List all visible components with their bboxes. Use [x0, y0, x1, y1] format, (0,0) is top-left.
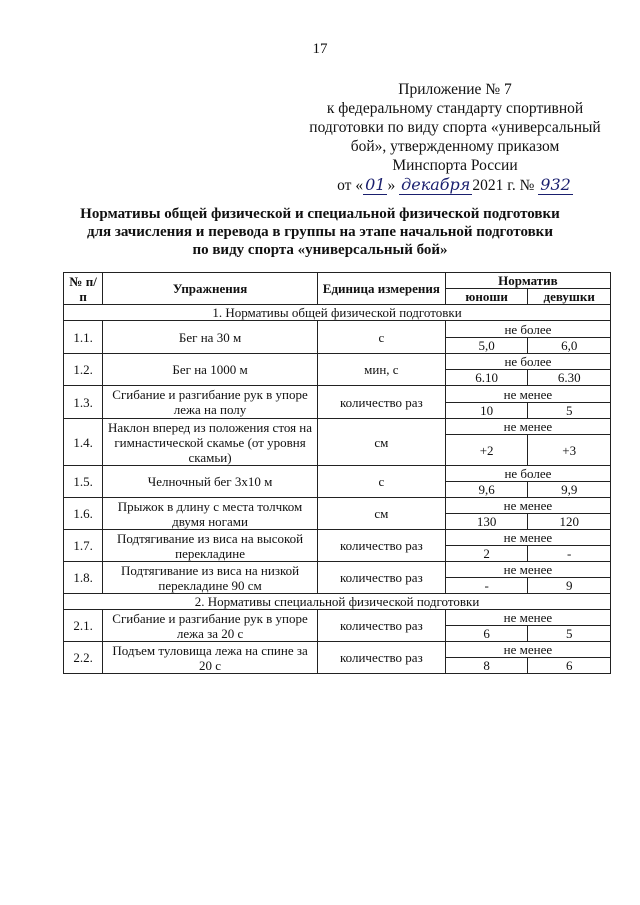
norm-girls: 6.30 [528, 370, 611, 386]
unit: количество раз [317, 642, 445, 674]
row-number: 2.2. [64, 642, 103, 674]
year-text: 2021 г. № [472, 177, 535, 194]
document-title [20, 205, 620, 259]
norms-table [63, 272, 611, 674]
exercise-name: Прыжок в длину с места толчком двумя ногами [103, 498, 318, 530]
row-number: 1.5. [64, 466, 103, 498]
norm-boys: - [445, 578, 528, 594]
exercise-name: Подтягивание из виса на высокой перекладине [103, 530, 318, 562]
norm-boys: 8 [445, 658, 528, 674]
row-number: 1.8. [64, 562, 103, 594]
header-boys: юноши [445, 289, 528, 305]
norm-boys: 5,0 [445, 338, 528, 354]
title-line: Нормативы общей физической и специальной физической подготовки [80, 206, 560, 222]
header-unit: Единица измерения [317, 273, 445, 305]
exercise-name: Сгибание и разгибание рук в упоре лежа за 20 с [103, 610, 318, 642]
unit: с [317, 321, 445, 354]
norm-girls: - [528, 546, 611, 562]
unit: количество раз [317, 562, 445, 594]
norm-girls: 6 [528, 658, 611, 674]
norm-boys: 2 [445, 546, 528, 562]
norm-condition: не более [445, 321, 610, 338]
norm-boys: 6 [445, 626, 528, 642]
norm-girls: 5 [528, 626, 611, 642]
norm-condition: не менее [445, 419, 610, 435]
unit: см [317, 419, 445, 466]
norm-condition: не менее [445, 498, 610, 514]
header-norm: Норматив [445, 273, 610, 289]
row-number: 1.1. [64, 321, 103, 354]
unit: мин, с [317, 354, 445, 386]
unit: количество раз [317, 386, 445, 419]
handwritten-month: декабря [401, 175, 471, 194]
row-number: 1.4. [64, 419, 103, 466]
appendix-header [300, 80, 610, 195]
row-number: 1.7. [64, 530, 103, 562]
section-title: 2. Нормативы специальной физической подготовки [64, 594, 611, 610]
appendix-line: бой», утвержденному приказом [350, 138, 560, 155]
title-line: по виду спорта «универсальный бой» [192, 242, 448, 258]
appendix-line: подготовки по виду спорта «универсальный [309, 119, 601, 136]
row-number: 1.2. [64, 354, 103, 386]
order-date-line [300, 175, 610, 195]
row-number: 2.1. [64, 610, 103, 642]
norm-girls: 120 [528, 514, 611, 530]
title-line: для зачисления и перевода в группы на этапе начальной подготовки [87, 224, 553, 240]
appendix-line: Минспорта России [392, 157, 518, 174]
handwritten-day: 01 [365, 175, 386, 194]
row-number: 1.6. [64, 498, 103, 530]
exercise-name: Бег на 1000 м [103, 354, 318, 386]
appendix-line: Приложение № 7 [398, 81, 512, 98]
date-prefix: от « [337, 177, 364, 194]
header-girls: девушки [528, 289, 611, 305]
norm-boys: 10 [445, 403, 528, 419]
norm-girls: +3 [528, 435, 611, 466]
norm-condition: не менее [445, 386, 610, 403]
section-title: 1. Нормативы общей физической подготовки [64, 305, 611, 321]
norm-boys: 6.10 [445, 370, 528, 386]
norm-girls: 9 [528, 578, 611, 594]
header-num: № п/п [64, 273, 103, 305]
header-exercise: Упражнения [103, 273, 318, 305]
norm-condition: не менее [445, 642, 610, 658]
unit: количество раз [317, 530, 445, 562]
exercise-name: Наклон вперед из положения стоя на гимнастической скамье (от уровня скамьи) [103, 419, 318, 466]
norm-condition: не более [445, 466, 610, 482]
appendix-line: к федеральному стандарту спортивной [326, 100, 584, 117]
row-number: 1.3. [64, 386, 103, 419]
exercise-name: Подъем туловища лежа на спине за 20 с [103, 642, 318, 674]
exercise-name: Челночный бег 3x10 м [103, 466, 318, 498]
unit: количество раз [317, 610, 445, 642]
norm-girls: 6,0 [528, 338, 611, 354]
exercise-name: Подтягивание из виса на низкой перекладине 90 см [103, 562, 318, 594]
norm-condition: не менее [445, 610, 610, 626]
norm-boys: 130 [445, 514, 528, 530]
unit: см [317, 498, 445, 530]
norm-girls: 5 [528, 403, 611, 419]
exercise-name: Сгибание и разгибание рук в упоре лежа на полу [103, 386, 318, 419]
quote-close: » [387, 177, 396, 194]
norm-condition: не более [445, 354, 610, 370]
exercise-name: Бег на 30 м [103, 321, 318, 354]
handwritten-order-number: 932 [540, 175, 571, 194]
norm-boys: +2 [445, 435, 528, 466]
norm-girls: 9,9 [528, 482, 611, 498]
page-number: 17 [312, 41, 328, 57]
norm-condition: не менее [445, 562, 610, 578]
norm-condition: не менее [445, 530, 610, 546]
norm-boys: 9,6 [445, 482, 528, 498]
unit: с [317, 466, 445, 498]
